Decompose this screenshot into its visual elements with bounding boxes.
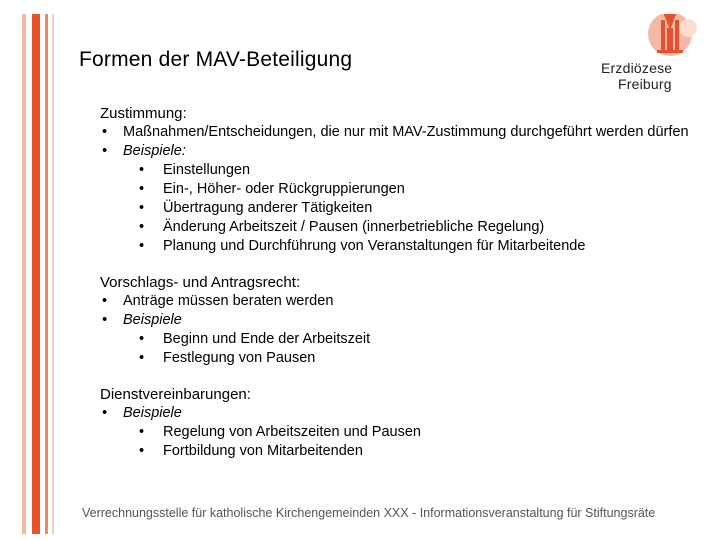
sub-bullet-item: • Übertragung anderer Tätigkeiten bbox=[100, 199, 700, 218]
bullet-item: • Maßnahmen/Entscheidungen, die nur mit MAV-Zustimmung durchgeführt werden dürfen bbox=[100, 123, 700, 142]
bullet-item: • Beispiele bbox=[100, 404, 700, 423]
logo-line-1: Erzdiözese bbox=[601, 60, 673, 76]
section-dienstvereinbarungen bbox=[100, 385, 700, 461]
logo-line-2: Freiburg bbox=[618, 76, 672, 92]
section-heading: Zustimmung: bbox=[100, 105, 187, 122]
section-zustimmung bbox=[100, 104, 700, 256]
sub-bullet-item: • Ein-, Höher- oder Rückgruppierungen bbox=[100, 180, 700, 199]
cathedral-logo-icon bbox=[644, 14, 704, 62]
bullet-item: • Beispiele bbox=[100, 311, 700, 330]
decorative-stripe bbox=[52, 14, 54, 534]
decorative-stripe bbox=[22, 14, 26, 534]
slide-title: Formen der MAV-Beteiligung bbox=[79, 48, 353, 71]
sub-bullet-item: • Festlegung von Pausen bbox=[100, 349, 700, 368]
sub-bullet-item: • Einstellungen bbox=[100, 161, 700, 180]
logo bbox=[600, 14, 710, 94]
sub-bullet-item: • Beginn und Ende der Arbeitszeit bbox=[100, 330, 700, 349]
slide-content bbox=[100, 104, 700, 478]
bullet-item: • Anträge müssen beraten werden bbox=[100, 292, 700, 311]
sub-bullet-item: • Fortbildung von Mitarbeitenden bbox=[100, 442, 700, 461]
sub-bullet-item: • Planung und Durchführung von Veranstaltungen für Mitarbeitende bbox=[100, 237, 700, 256]
slide-footer: Verrechnungsstelle für katholische Kirchengemeinden XXX - Informationsveranstaltung für Stiftungsräte bbox=[82, 506, 656, 520]
decorative-stripe bbox=[45, 14, 48, 534]
sub-bullet-item: • Änderung Arbeitszeit / Pausen (innerbetriebliche Regelung) bbox=[100, 218, 700, 237]
section-vorschlagsrecht bbox=[100, 273, 700, 368]
bullet-item: • Beispiele: bbox=[100, 142, 700, 161]
section-heading: Dienstvereinbarungen: bbox=[100, 386, 251, 403]
section-heading: Vorschlags- und Antragsrecht: bbox=[100, 274, 301, 291]
decorative-stripe bbox=[32, 14, 40, 534]
sub-bullet-item: • Regelung von Arbeitszeiten und Pausen bbox=[100, 423, 700, 442]
